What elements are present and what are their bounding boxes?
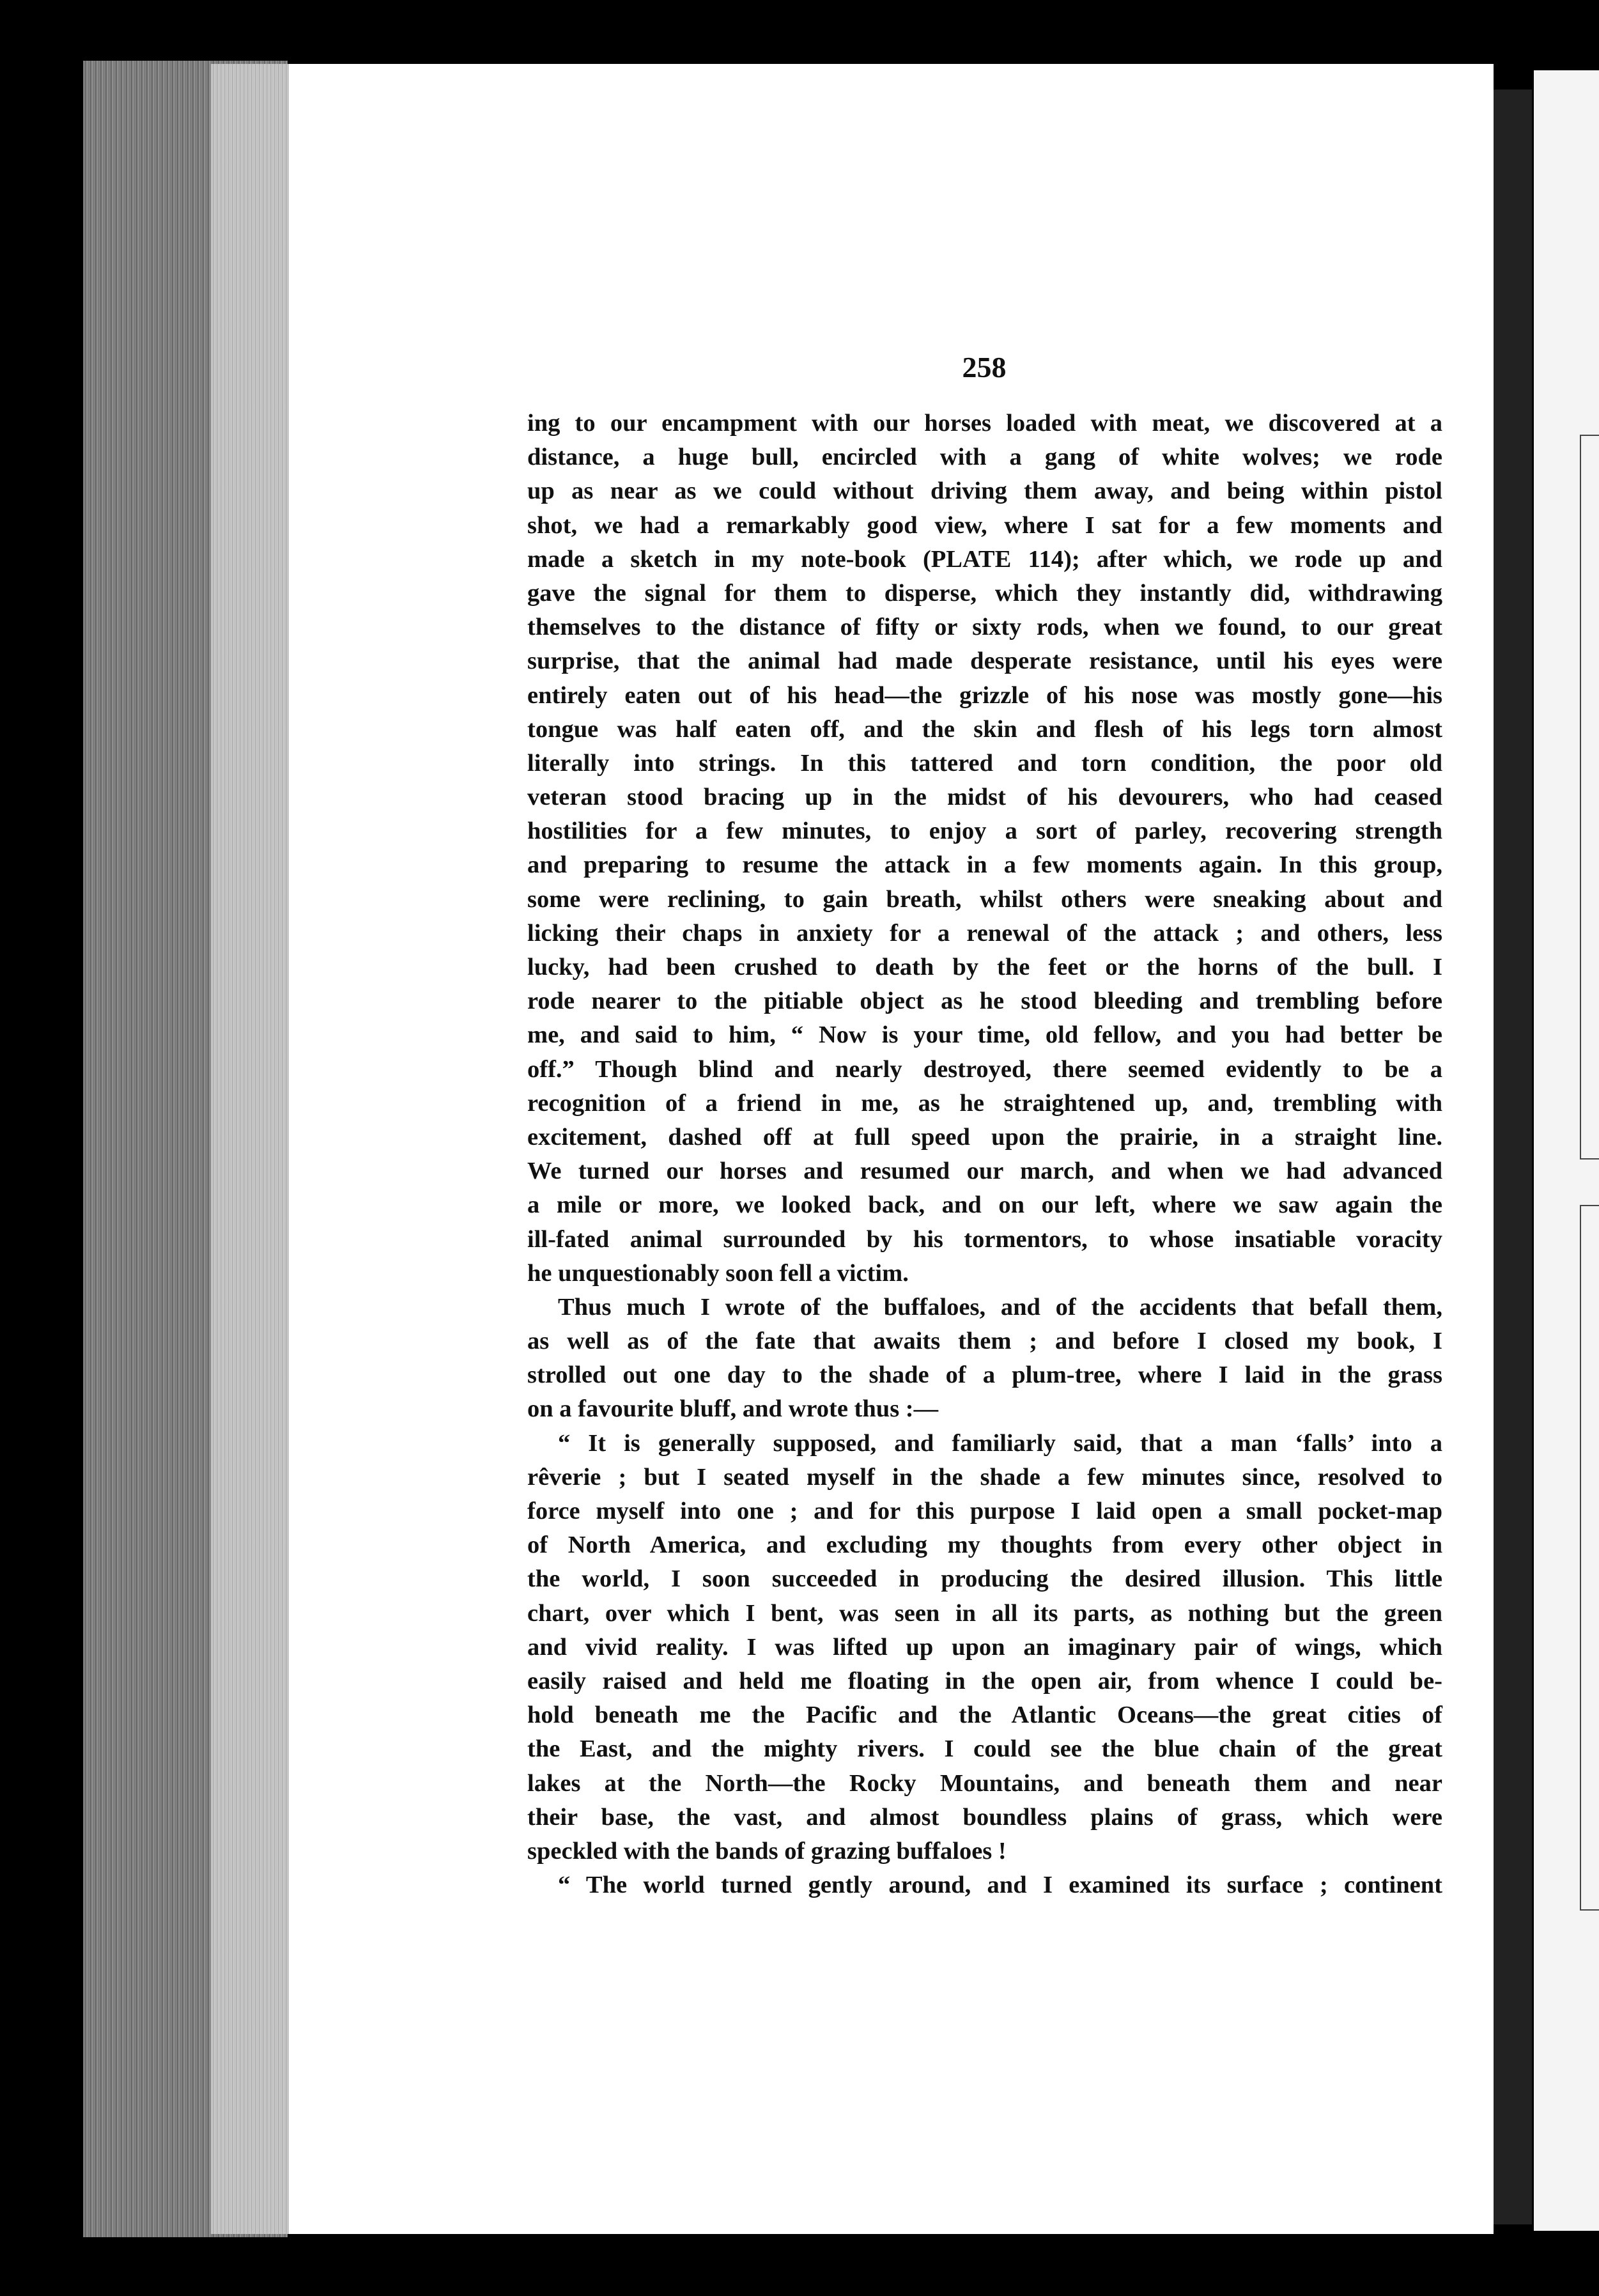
text-line: he unquestionably soon fell a victim.	[527, 1259, 909, 1287]
text-line: recognition of a friend in me, as he straightened up, and, trembling with	[527, 1089, 1442, 1117]
text-line: “ It is generally supposed, and familiarly said, that a man ‘falls’ into a	[558, 1429, 1442, 1457]
text-line: themselves to the distance of fifty or sixty rods, when we found, to our great	[527, 614, 1442, 641]
text-line: and preparing to resume the attack in a few moments again. In this group,	[527, 851, 1442, 879]
text-line: made a sketch in my note-book (PLATE 114); after which, we rode up and	[527, 545, 1442, 573]
text-line: easily raised and held me floating in the open air, from whence I could be-	[527, 1667, 1442, 1695]
text-line: chart, over which I bent, was seen in all its parts, as nothing but the green	[527, 1599, 1442, 1627]
adjacent-page-frame-bottom	[1580, 1205, 1599, 1911]
text-line: off.” Though blind and nearly destroyed, there seemed evidently to be a	[527, 1055, 1442, 1083]
text-line: tongue was half eaten off, and the skin and flesh of his legs torn almost	[527, 715, 1442, 743]
text-line: “ The world turned gently around, and I examined its surface ; continent	[558, 1872, 1442, 1899]
text-line: rode nearer to the pitiable object as he stood bleeding and trembling before	[527, 988, 1442, 1015]
text-line: entirely eaten out of his head—the grizzle of his nose was mostly gone—his	[527, 681, 1442, 709]
text-line: force myself into one ; and for this purpose I laid open a small pocket-map	[527, 1498, 1442, 1524]
body-text	[527, 407, 1442, 1902]
adjacent-page-frame-top	[1580, 435, 1599, 1160]
text-line: the world, I soon succeeded in producing the desired illusion. This little	[527, 1565, 1442, 1593]
text-line: speckled with the bands of grazing buffaloes !	[527, 1837, 1007, 1865]
text-line: and vivid reality. I was lifted up upon an imaginary pair of wings, which	[527, 1633, 1442, 1661]
text-line: the East, and the mighty rivers. I could see the blue chain of the great	[527, 1735, 1442, 1763]
text-line: shot, we had a remarkably good view, where I sat for a few moments and	[527, 511, 1442, 539]
text-line: ing to our encampment with our horses loaded with meat, we discovered at a	[527, 410, 1442, 437]
page-number: 258	[962, 351, 1007, 384]
text-line: of North America, and excluding my thoughts from every other object in	[527, 1532, 1442, 1559]
text-line: as well as of the fate that awaits them ; and before I closed my book, I	[527, 1328, 1442, 1355]
text-line: distance, a huge bull, encircled with a gang of white wolves; we rode	[527, 444, 1442, 471]
text-line: lakes at the North—the Rocky Mountains, and beneath them and near	[527, 1769, 1442, 1797]
text-line: licking their chaps in anxiety for a renewal of the attack ; and others, less	[527, 919, 1442, 947]
text-line: lucky, had been crushed to death by the feet or the horns of the bull. I	[527, 954, 1442, 981]
text-line: veteran stood bracing up in the midst of his devourers, who had ceased	[527, 784, 1442, 811]
text-line: surprise, that the animal had made desperate resistance, until his eyes were	[527, 648, 1442, 675]
text-line: rêverie ; but I seated myself in the shade a few minutes since, resolved to	[527, 1463, 1442, 1491]
text-line: excitement, dashed off at full speed upon the prairie, in a straight line.	[527, 1123, 1442, 1151]
text-line: literally into strings. In this tattered and torn condition, the poor old	[527, 749, 1442, 777]
text-line: a mile or more, we looked back, and on our left, where we saw again the	[527, 1191, 1442, 1219]
text-line: on a favourite bluff, and wrote thus :—	[527, 1395, 939, 1423]
text-line: hostilities for a few minutes, to enjoy a sort of parley, recovering strength	[527, 818, 1442, 845]
text-line: some were reclining, to gain breath, whilst others were sneaking about and	[527, 885, 1442, 913]
text-line: We turned our horses and resumed our march, and when we had advanced	[527, 1158, 1442, 1185]
text-line: me, and said to him, “ Now is your time, old fellow, and you had better be	[527, 1021, 1442, 1049]
text-line: gave the signal for them to disperse, which they instantly did, withdrawing	[527, 579, 1442, 607]
book-page-edge-light	[211, 64, 291, 2234]
book-gutter-right	[1494, 89, 1532, 2224]
text-line: ill-fated animal surrounded by his tormentors, to whose insatiable voracity	[527, 1225, 1442, 1253]
text-line: up as near as we could without driving them away, and being within pistol	[527, 477, 1442, 505]
text-line: Thus much I wrote of the buffaloes, and of the accidents that befall them,	[558, 1293, 1442, 1321]
text-line: strolled out one day to the shade of a plum-tree, where I laid in the grass	[527, 1361, 1442, 1389]
text-line: their base, the vast, and almost boundless plains of grass, which were	[527, 1803, 1442, 1831]
text-line: hold beneath me the Pacific and the Atlantic Oceans—the great cities of	[527, 1702, 1442, 1729]
